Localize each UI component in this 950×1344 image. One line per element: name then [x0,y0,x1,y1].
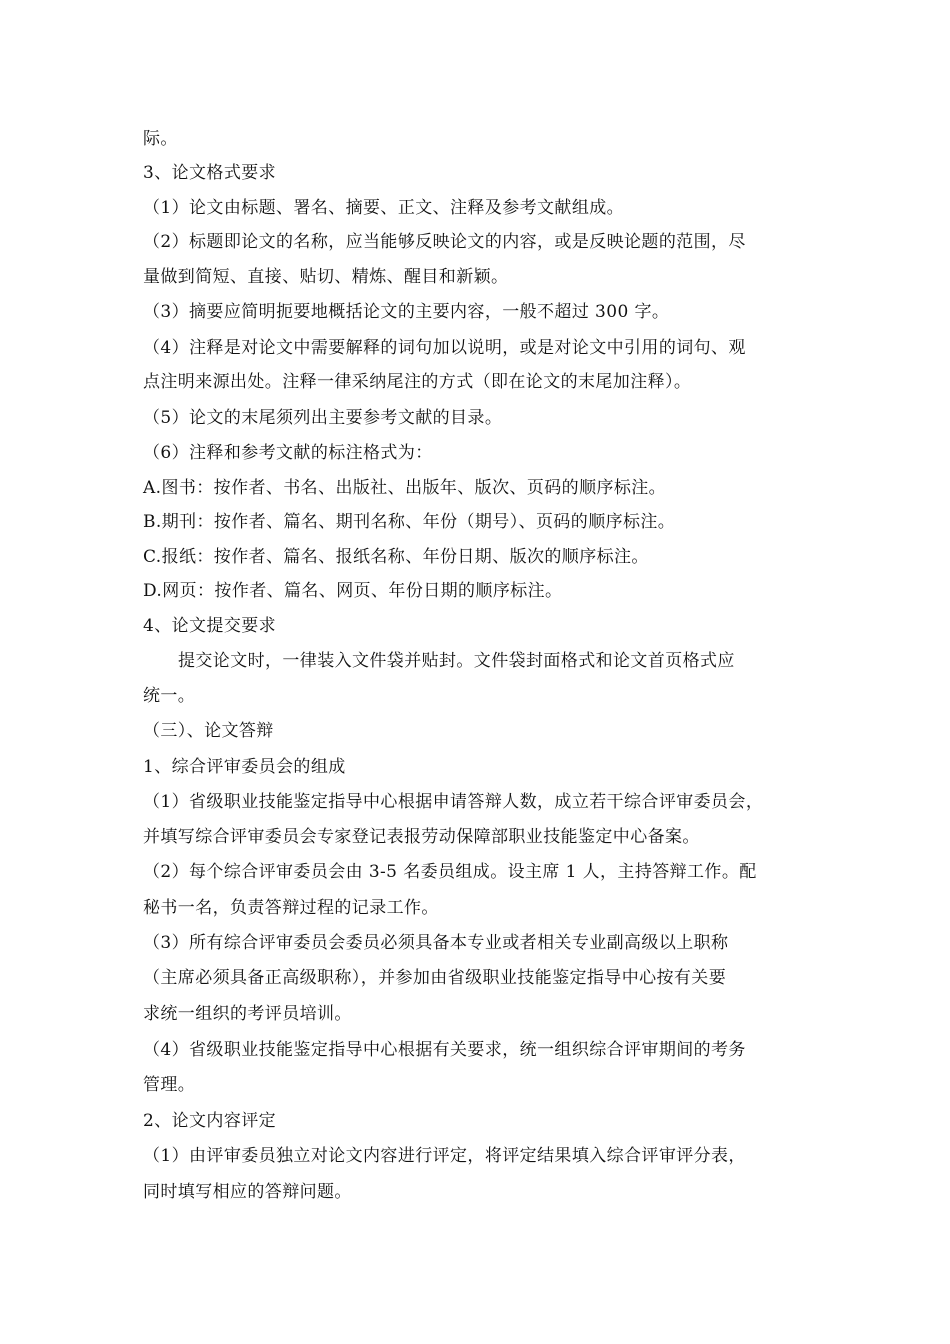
section-heading: 2、论文内容评定 [143,1111,277,1131]
text-line: 统一。 [143,686,196,706]
text-line: 量做到简短、直接、贴切、精炼、醒目和新颖。 [143,267,509,287]
text-line: 点注明来源出处。注释一律采纳尾注的方式（即在论文的末尾加注释）。 [143,372,692,392]
text-line: （1）论文由标题、署名、摘要、正文、注释及参考文献组成。 [143,198,625,218]
text-line: （4）注释是对论文中需要解释的词句加以说明，或是对论文中引用的词句、观 [143,338,746,358]
text-line: 际。 [143,129,178,149]
text-line: （3）摘要应简明扼要地概括论文的主要内容，一般不超过 300 字。 [143,302,670,322]
text-line: （3）所有综合评审委员会委员必须具备本专业或者相关专业副高级以上职称 [143,933,729,953]
section-heading: 4、论文提交要求 [143,616,277,636]
text-line: （1）由评审委员独立对论文内容进行评定，将评定结果填入综合评审评分表， [143,1146,746,1166]
text-line: 提交论文时，一律装入文件袋并贴封。文件袋封面格式和论文首页格式应 [178,651,735,671]
text-line: B.期刊：按作者、篇名、期刊名称、年份（期号）、页码的顺序标注。 [143,512,676,532]
text-line: （2）标题即论文的名称，应当能够反映论文的内容，或是反映论题的范围，尽 [143,232,746,252]
text-line: （4）省级职业技能鉴定指导中心根据有关要求，统一组织综合评审期间的考务 [143,1040,746,1060]
text-line: （2）每个综合评审委员会由 3-5 名委员组成。设主席 1 人，主持答辩工作。配 [143,862,757,882]
text-line: （6）注释和参考文献的标注格式为： [143,443,433,463]
text-line: 并填写综合评审委员会专家登记表报劳动保障部职业技能鉴定中心备案。 [143,827,700,847]
text-line: （5）论文的末尾须列出主要参考文献的目录。 [143,408,503,428]
section-heading: （三）、论文答辩 [143,721,274,741]
section-heading: 3、论文格式要求 [143,163,277,183]
text-line: 管理。 [143,1075,196,1095]
text-line: （主席必须具备正高级职称），并参加由省级职业技能鉴定指导中心按有关要 [143,968,727,988]
text-line: 同时填写相应的答辩问题。 [143,1182,352,1202]
section-heading: 1、综合评审委员会的组成 [143,757,346,777]
text-line: 秘书一名，负责答辩过程的记录工作。 [143,898,439,918]
text-line: 求统一组织的考评员培训。 [143,1004,352,1024]
text-line: （1）省级职业技能鉴定指导中心根据申请答辩人数，成立若干综合评审委员会， [143,792,764,812]
text-line: C.报纸：按作者、篇名、报纸名称、年份日期、版次的顺序标注。 [143,547,649,567]
text-line: D.网页：按作者、篇名、网页、年份日期的顺序标注。 [143,581,563,601]
text-line: A.图书：按作者、书名、出版社、出版年、版次、页码的顺序标注。 [143,478,667,498]
